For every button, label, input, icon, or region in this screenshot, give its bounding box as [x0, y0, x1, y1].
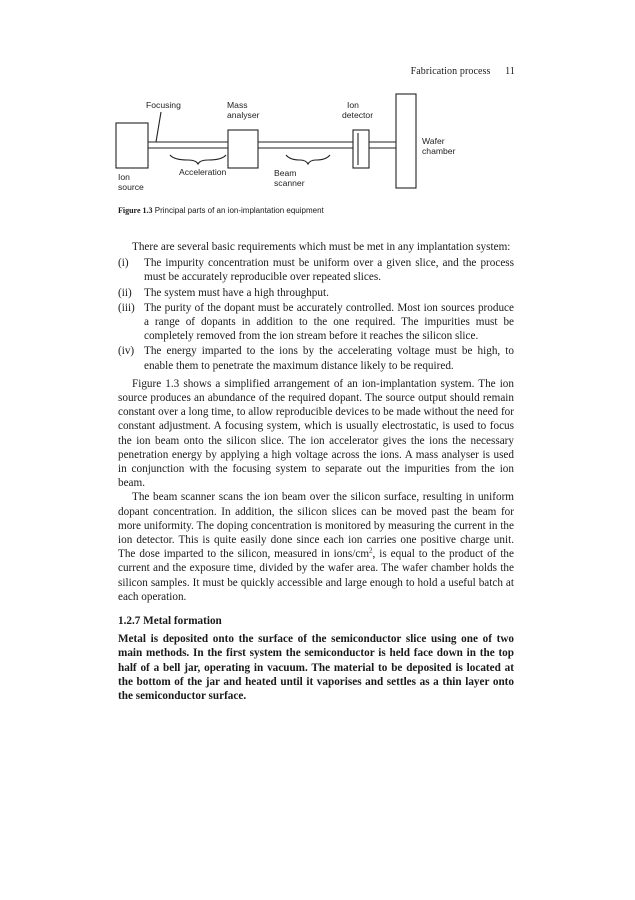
list-item-text: The purity of the dopant must be accurately controlled. Most ion sources produce a range of dopants in addition to the one required. The impurities must be completely removed from the ion stream before it reaches the silicon slice.	[144, 301, 514, 343]
beam-scanner-paragraph	[118, 490, 514, 604]
running-head-title: Fabrication process	[410, 66, 491, 77]
scanner-brace	[286, 155, 330, 164]
list-item	[118, 301, 514, 344]
wafer-chamber-box	[396, 94, 416, 188]
page-number: 11	[505, 66, 515, 77]
list-item	[118, 344, 514, 372]
list-item-number: (ii)	[118, 286, 132, 299]
ion-source-box	[116, 123, 148, 168]
list-item-text: The energy imparted to the ions by the accelerating voltage must be high, to enable them to penetrate the maximum distance likely to be required.	[144, 345, 514, 372]
label-wafer: Wafer	[422, 136, 445, 146]
list-item-number: (iii)	[118, 301, 135, 314]
list-item-number: (i)	[118, 257, 129, 270]
running-head	[411, 66, 515, 77]
label-scanner: scanner	[274, 178, 305, 188]
list-item	[118, 286, 514, 300]
list-item-text: The impurity concentration must be uniform over a given slice, and the process must be accurately reproducible over repeated slices.	[144, 257, 514, 284]
mass-analyser-box	[228, 130, 258, 168]
superscript: 2	[369, 546, 373, 555]
acceleration-brace	[170, 155, 226, 164]
label-analyser: analyser	[227, 110, 260, 120]
beam-scanner-text-b: , is equal to the product of the current and the exposure time, divided by the wafer area. The wafer chamber holds the silicon samples. It must be quickly accessible and large enough to hold a useful batch at each operation.	[118, 548, 514, 603]
label-focusing: Focusing	[146, 100, 181, 110]
intro-paragraph: There are several basic requirements which must be met in any implantation system:	[132, 241, 511, 253]
requirements-list	[118, 256, 514, 373]
figure-caption-text: Principal parts of an ion-implantation equipment	[154, 206, 324, 215]
label-source: source	[118, 182, 144, 192]
figure-caption	[118, 206, 324, 215]
label-ion-detector: Ion	[347, 100, 359, 110]
figure-diagram	[100, 92, 530, 212]
label-ion-source: Ion	[118, 172, 130, 182]
list-item-number: (iv)	[118, 345, 135, 358]
list-item	[118, 256, 514, 284]
label-detector: detector	[342, 110, 374, 120]
body-text	[118, 240, 514, 703]
metal-formation-block	[118, 632, 514, 703]
list-item-text: The system must have a high throughput.	[144, 286, 329, 299]
metal-formation-paragraph: Metal is deposited onto the surface of the semiconductor slice using one of two main methods. In the first system the semiconductor is held face down in the top half of a bell jar, operating in vacuum. The material to be deposited is located at the bottom of the jar and heated until it vaporises and settles as a thin layer onto the semiconductor surface.	[118, 633, 514, 703]
figure-description-paragraph: Figure 1.3 shows a simplified arrangement of an ion-implantation system. The ion source produces an abundance of the required dopant. The source output should remain constant over a long time, to allow reproducible devices to be made without the need for constant adjustment. A focusing system, which is usually electrostatic, is used to focus the ion beam onto the silicon slice. The ion accelerator gives the ions the necessary penetration energy by applying a high voltage across the ions. A mass analyser is used in conjunction with the focusing system to separate out the impurities from the ion beam.	[118, 377, 514, 490]
label-mass: Mass	[227, 100, 248, 110]
beam-scanner-text-a: The beam scanner scans the ion beam over the silicon surface, resulting in uniform dopant concentration. In addition, the silicon slices can be moved past the beam for more uniformity. The doping concentration is monitored by measuring the current in the ion detector. This is quite easily done since each ion carries one positive charge unit. The dose imparted to the silicon, measured in ions/cm	[118, 491, 514, 561]
section-heading: 1.2.7 Metal formation	[118, 615, 222, 628]
ion-detector-box	[353, 130, 369, 168]
ion-implantation-figure	[100, 92, 530, 212]
focusing-pointer	[156, 112, 161, 142]
label-acceleration: Acceleration	[179, 167, 227, 177]
figure-number: Figure 1.3	[118, 206, 153, 215]
label-chamber: chamber	[422, 146, 456, 156]
label-beam: Beam	[274, 168, 297, 178]
